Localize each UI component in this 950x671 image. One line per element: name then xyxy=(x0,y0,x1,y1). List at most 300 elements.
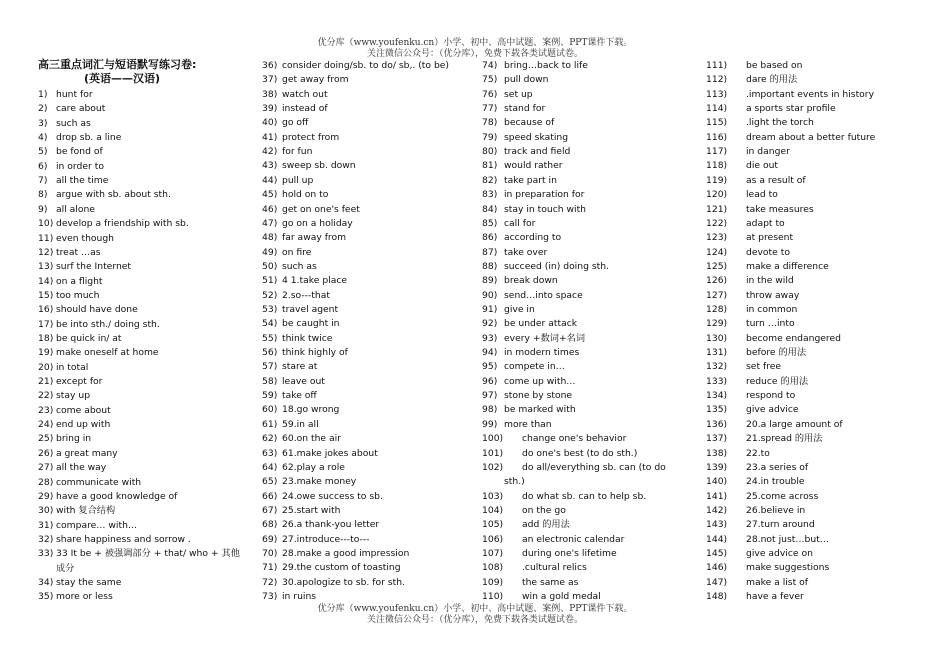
item-number: 79) xyxy=(482,131,498,143)
item-phrase: before 的用法 xyxy=(746,347,807,358)
item-phrase: a sports star profile xyxy=(746,103,836,114)
item-phrase: win a gold medal xyxy=(522,591,601,602)
vocab-item xyxy=(706,376,808,388)
item-phrase: surf the Internet xyxy=(56,261,132,273)
item-phrase: make suggestions xyxy=(746,562,830,574)
item-number: 148) xyxy=(706,591,728,602)
item-phrase: 4 1.take place xyxy=(282,275,348,287)
item-phrase: in common xyxy=(746,303,798,315)
item-number: 43) xyxy=(262,160,278,172)
item-number: 38) xyxy=(262,88,278,100)
item-number: 33) xyxy=(38,548,54,560)
vocab-item xyxy=(706,419,843,431)
item-number: 57) xyxy=(262,361,278,373)
item-phrase: 61.make jokes about xyxy=(282,447,378,459)
page-footer xyxy=(0,604,950,626)
item-number: 145) xyxy=(706,547,728,559)
vocab-item xyxy=(38,319,160,331)
item-phrase: 30.apologize to sb. for sth. xyxy=(282,576,405,588)
item-number: 126) xyxy=(706,275,728,287)
item-phrase: stay the same xyxy=(56,576,122,588)
item-phrase: give in xyxy=(504,303,535,315)
item-phrase: all alone xyxy=(56,203,95,215)
item-phrase: in ruins xyxy=(282,591,317,602)
item-phrase: do all/everything sb. can (to do xyxy=(522,461,666,473)
item-number: 36) xyxy=(262,60,278,71)
vocab-item xyxy=(38,405,111,417)
item-phrase: on a flight xyxy=(56,275,103,287)
vocab-item xyxy=(38,103,105,115)
header-line-1: 优分库（www.youfenku.cn）小学、初中、高中试题、案例、PPT课件下载。 xyxy=(317,38,633,48)
item-number: 64) xyxy=(262,461,278,473)
item-number: 127) xyxy=(706,289,728,301)
item-phrase: argue with sb. about sth. xyxy=(56,189,171,201)
item-number: 66) xyxy=(262,490,278,502)
item-phrase: change one's behavior xyxy=(522,433,627,445)
vocab-item xyxy=(262,361,317,373)
item-number: 67) xyxy=(262,504,278,516)
vocab-item xyxy=(38,477,141,489)
item-number: 143) xyxy=(706,519,728,531)
item-number: 51) xyxy=(262,275,278,287)
vocab-item xyxy=(262,318,339,330)
item-phrase: .light the torch xyxy=(746,117,814,129)
item-number: 14) xyxy=(38,275,54,287)
item-number: 50) xyxy=(262,260,278,272)
vocab-item xyxy=(482,103,545,115)
vocab-item xyxy=(262,505,340,517)
vocab-item xyxy=(706,548,813,560)
item-phrase: 26.a thank-you letter xyxy=(282,519,380,531)
item-phrase: care about xyxy=(56,103,106,115)
item-number: 113) xyxy=(706,88,728,100)
item-phrase: 28.not just…but… xyxy=(746,533,829,545)
item-phrase: every +数词+名词 xyxy=(504,332,586,344)
vocab-item xyxy=(38,347,159,359)
item-phrase: stay up xyxy=(56,390,91,402)
item-number: 31) xyxy=(38,519,54,531)
vocab-item xyxy=(38,390,90,402)
vocab-item xyxy=(482,247,547,259)
item-phrase: be caught in xyxy=(282,318,340,330)
vocab-item xyxy=(38,161,104,173)
item-number: 45) xyxy=(262,189,278,201)
item-number: 108) xyxy=(482,562,504,574)
item-number: 119) xyxy=(706,174,728,186)
vocab-item xyxy=(38,548,240,560)
vocab-item xyxy=(262,290,330,302)
item-number: 134) xyxy=(706,390,728,402)
item-number: 136) xyxy=(706,418,728,430)
item-number: 63) xyxy=(262,447,278,459)
vocab-item xyxy=(262,591,316,603)
vocab-item xyxy=(706,218,785,230)
item-number: 131) xyxy=(706,347,728,358)
item-phrase: stand for xyxy=(504,103,546,114)
vocab-item xyxy=(262,347,348,359)
item-number: 58) xyxy=(262,375,278,387)
vocab-item xyxy=(706,146,790,158)
vocab-item xyxy=(706,103,836,115)
item-phrase: in total xyxy=(56,361,89,373)
item-number: 32) xyxy=(38,533,54,545)
item-number: 49) xyxy=(262,246,278,258)
vocab-item xyxy=(38,276,103,288)
worksheet-title: 高三重点词汇与短语默写练习卷: xyxy=(38,58,197,71)
item-phrase: end up with xyxy=(56,419,111,431)
vocab-item xyxy=(38,304,138,316)
vocab-item xyxy=(706,74,797,86)
item-phrase: in danger xyxy=(746,146,790,158)
item-phrase: call for xyxy=(504,217,536,229)
vocab-item xyxy=(706,534,829,546)
vocab-item xyxy=(706,562,829,574)
item-number: 133) xyxy=(706,375,728,387)
vocab-item xyxy=(482,117,554,129)
vocab-item xyxy=(38,419,110,431)
item-number: 95) xyxy=(482,361,498,373)
item-phrase: bring…back to life xyxy=(504,60,588,71)
item-number: 71) xyxy=(262,562,278,574)
item-number: 84) xyxy=(482,203,498,215)
item-number: 89) xyxy=(482,275,498,287)
vocab-item xyxy=(482,562,587,574)
item-number: 112) xyxy=(706,74,728,86)
item-number: 59) xyxy=(262,390,278,402)
item-number: 146) xyxy=(706,562,728,574)
item-number: 8) xyxy=(38,189,48,201)
item-number: 34) xyxy=(38,576,54,588)
vocab-item xyxy=(706,333,841,345)
item-number: 17) xyxy=(38,318,54,330)
item-phrase: communicate with xyxy=(56,476,142,488)
vocab-item xyxy=(262,204,360,216)
item-phrase: do one's best (to do sth.) xyxy=(522,447,638,459)
item-phrase: in the wild xyxy=(746,275,794,287)
item-phrase: according to xyxy=(504,232,562,244)
page-header xyxy=(0,38,950,60)
vocab-item xyxy=(706,519,815,531)
item-phrase: such as xyxy=(56,117,91,129)
item-number: 122) xyxy=(706,217,728,229)
item-number: 140) xyxy=(706,476,728,488)
item-number: 90) xyxy=(482,289,498,301)
item-number: 13) xyxy=(38,261,54,273)
item-number: 16) xyxy=(38,304,54,316)
item-phrase-continued: sth.) xyxy=(504,476,525,488)
item-number: 92) xyxy=(482,318,498,330)
item-number: 121) xyxy=(706,203,728,215)
footer-line-2: 关注微信公众号：（优分库），免费下载各类试题试卷。 xyxy=(366,615,583,625)
item-phrase: be quick in/ at xyxy=(56,333,122,344)
item-number: 2) xyxy=(38,103,48,115)
item-phrase: break down xyxy=(504,275,558,287)
item-phrase: all the time xyxy=(56,175,109,187)
item-number: 61) xyxy=(262,418,278,430)
item-phrase: take part in xyxy=(504,174,557,186)
item-number: 78) xyxy=(482,117,498,129)
item-number: 1) xyxy=(38,89,48,100)
item-number: 56) xyxy=(262,347,278,358)
item-phrase: go off xyxy=(282,117,309,129)
vocab-item xyxy=(262,304,338,316)
item-phrase: more or less xyxy=(56,591,113,603)
vocab-item xyxy=(706,204,814,216)
item-number: 73) xyxy=(262,591,278,602)
item-number: 37) xyxy=(262,74,278,86)
item-phrase: be into sth./ doing sth. xyxy=(56,318,160,330)
vocab-item xyxy=(706,462,808,474)
item-phrase: get away from xyxy=(282,74,349,86)
item-phrase: 62.play a role xyxy=(282,461,345,473)
item-number: 9) xyxy=(38,203,48,215)
vocab-item xyxy=(38,233,114,245)
item-phrase: consider doing/sb. to do/ sb,. (to be) xyxy=(282,60,450,71)
item-phrase: the same as xyxy=(522,576,579,588)
vocab-item xyxy=(38,261,131,273)
item-number: 103) xyxy=(482,490,504,502)
item-number: 141) xyxy=(706,490,728,502)
vocab-item xyxy=(38,290,99,302)
item-phrase: would rather xyxy=(504,160,563,172)
item-number: 25) xyxy=(38,433,54,445)
item-phrase: speed skating xyxy=(504,131,569,143)
item-phrase: far away from xyxy=(282,232,347,244)
item-phrase: turn …into xyxy=(746,318,795,330)
vocab-item xyxy=(482,160,563,172)
item-number: 97) xyxy=(482,390,498,402)
item-phrase: be marked with xyxy=(504,404,576,416)
item-phrase: .cultural relics xyxy=(522,562,587,574)
item-number: 105) xyxy=(482,519,504,531)
vocab-item xyxy=(706,304,797,316)
item-number: 85) xyxy=(482,217,498,229)
vocab-item xyxy=(482,491,646,503)
vocab-item xyxy=(262,275,347,287)
item-number: 123) xyxy=(706,232,728,244)
vocab-item xyxy=(262,419,319,431)
vocab-item xyxy=(262,117,308,129)
item-phrase: 26.believe in xyxy=(746,504,806,516)
item-phrase: take over xyxy=(504,246,548,258)
header-line-2: 关注微信公众号：（优分库），免费下载各类试题试卷。 xyxy=(366,49,583,59)
vocab-item xyxy=(482,404,576,416)
item-phrase: have a fever xyxy=(746,591,804,602)
item-phrase: because of xyxy=(504,117,555,129)
vocab-item xyxy=(706,404,799,416)
item-number: 135) xyxy=(706,404,728,416)
item-phrase: respond to xyxy=(746,390,796,402)
vocab-item xyxy=(262,577,405,589)
item-number: 24) xyxy=(38,419,54,431)
vocab-item xyxy=(262,103,328,115)
vocab-item xyxy=(38,247,101,259)
item-phrase: 25.come across xyxy=(746,490,819,502)
item-number: 132) xyxy=(706,361,728,373)
item-number: 19) xyxy=(38,347,54,359)
item-phrase: an electronic calendar xyxy=(522,533,625,545)
item-phrase: even though xyxy=(56,232,115,244)
item-phrase: treat …as xyxy=(56,246,101,258)
item-number: 107) xyxy=(482,547,504,559)
item-phrase: be under attack xyxy=(504,318,578,330)
item-number: 70) xyxy=(262,547,278,559)
item-phrase: travel agent xyxy=(282,303,339,315)
item-phrase: 22.to xyxy=(746,447,770,459)
item-phrase: come about xyxy=(56,404,111,416)
vocab-item xyxy=(38,433,91,445)
item-number: 99) xyxy=(482,418,498,430)
vocab-item xyxy=(38,577,121,589)
item-number: 82) xyxy=(482,174,498,186)
item-phrase: in order to xyxy=(56,160,104,172)
item-number: 87) xyxy=(482,246,498,258)
item-phrase: a great many xyxy=(56,447,118,459)
vocab-item xyxy=(38,175,108,187)
vocab-item xyxy=(482,189,584,201)
item-number: 54) xyxy=(262,318,278,330)
vocab-item xyxy=(482,304,535,316)
item-phrase: send…into space xyxy=(504,289,583,301)
item-number: 100) xyxy=(482,433,504,445)
worksheet-subtitle: (英语——汉语) xyxy=(84,72,161,85)
item-number: 115) xyxy=(706,117,728,129)
item-phrase: in modern times xyxy=(504,347,580,358)
vocab-item xyxy=(706,577,808,589)
item-number: 116) xyxy=(706,131,728,143)
vocab-item xyxy=(482,361,565,373)
vocab-item xyxy=(262,534,369,546)
item-phrase: 20.a large amount of xyxy=(746,418,843,430)
item-phrase: hold on to xyxy=(282,189,329,201)
vocab-item xyxy=(706,60,803,72)
vocab-item xyxy=(482,376,575,388)
item-number: 102) xyxy=(482,461,504,473)
vocab-item xyxy=(706,591,804,603)
item-phrase: devote to xyxy=(746,246,790,258)
vocab-item xyxy=(38,118,91,130)
item-number: 42) xyxy=(262,146,278,158)
item-number: 39) xyxy=(262,103,278,114)
item-number: 10) xyxy=(38,218,54,230)
vocab-item xyxy=(38,491,177,503)
item-phrase: all the way xyxy=(56,462,107,474)
item-number: 144) xyxy=(706,533,728,545)
item-number: 12) xyxy=(38,246,54,258)
item-number: 130) xyxy=(706,332,728,344)
item-number: 147) xyxy=(706,576,728,588)
vocab-item xyxy=(262,376,325,388)
item-phrase: 18.go wrong xyxy=(282,404,340,416)
vocab-item xyxy=(706,89,874,101)
item-number: 48) xyxy=(262,232,278,244)
vocab-item xyxy=(482,519,570,531)
vocab-item xyxy=(706,261,829,273)
vocab-item xyxy=(262,390,317,402)
item-phrase: take measures xyxy=(746,203,814,215)
item-phrase: set up xyxy=(504,88,533,100)
vocab-item xyxy=(262,404,339,416)
vocab-item xyxy=(262,519,379,531)
item-number: 40) xyxy=(262,117,278,129)
item-number: 5) xyxy=(38,146,48,158)
item-phrase: add 的用法 xyxy=(522,519,570,531)
item-number: 44) xyxy=(262,174,278,186)
item-number: 128) xyxy=(706,303,728,315)
vocab-item xyxy=(38,520,137,532)
item-number: 142) xyxy=(706,504,728,516)
item-number: 23) xyxy=(38,404,54,416)
item-number: 69) xyxy=(262,533,278,545)
vocab-item xyxy=(482,448,637,460)
item-phrase: die out xyxy=(746,160,779,172)
vocab-item xyxy=(482,577,578,589)
item-phrase: bring in xyxy=(56,433,92,445)
vocab-item xyxy=(706,232,793,244)
vocab-item xyxy=(262,232,346,244)
item-number: 74) xyxy=(482,60,498,71)
item-number: 47) xyxy=(262,217,278,229)
vocab-item xyxy=(706,433,822,445)
item-phrase: during one's lifetime xyxy=(522,547,617,559)
item-phrase: in preparation for xyxy=(504,189,585,201)
item-number: 94) xyxy=(482,347,498,358)
vocab-item xyxy=(482,175,557,187)
vocab-item xyxy=(262,247,311,259)
item-number: 96) xyxy=(482,375,498,387)
item-phrase: instead of xyxy=(282,103,328,114)
item-number: 65) xyxy=(262,476,278,488)
vocab-item xyxy=(38,204,95,216)
vocab-item xyxy=(262,175,313,187)
item-number: 76) xyxy=(482,88,498,100)
item-number: 20) xyxy=(38,361,54,373)
vocab-item xyxy=(38,591,113,603)
item-number: 80) xyxy=(482,146,498,158)
item-phrase: more than xyxy=(504,418,552,430)
vocab-item xyxy=(38,462,106,474)
item-phrase: 24.owe success to sb. xyxy=(282,490,383,502)
vocab-item xyxy=(482,390,572,402)
item-number: 3) xyxy=(38,117,48,129)
item-number: 72) xyxy=(262,576,278,588)
item-number: 110) xyxy=(482,591,504,602)
vocab-item xyxy=(38,218,189,230)
vocab-item xyxy=(38,89,93,101)
item-number: 6) xyxy=(38,160,48,172)
item-phrase: sweep sb. down xyxy=(282,160,356,172)
vocab-item xyxy=(262,491,383,503)
item-number: 83) xyxy=(482,189,498,201)
item-phrase: too much xyxy=(56,289,100,301)
item-number: 129) xyxy=(706,318,728,330)
item-phrase: 23.a series of xyxy=(746,461,809,473)
vocab-item xyxy=(262,448,378,460)
item-phrase: develop a friendship with sb. xyxy=(56,218,189,230)
item-phrase: make a list of xyxy=(746,576,808,588)
item-number: 75) xyxy=(482,74,498,86)
vocab-item xyxy=(262,189,328,201)
vocab-item xyxy=(482,548,617,560)
vocab-item xyxy=(482,132,568,144)
vocab-item xyxy=(482,433,626,445)
vocab-item xyxy=(482,261,609,273)
item-number: 117) xyxy=(706,146,728,158)
item-number: 91) xyxy=(482,303,498,315)
vocab-item xyxy=(706,505,805,517)
vocab-item xyxy=(706,275,794,287)
item-phrase: succeed (in) doing sth. xyxy=(504,260,609,272)
